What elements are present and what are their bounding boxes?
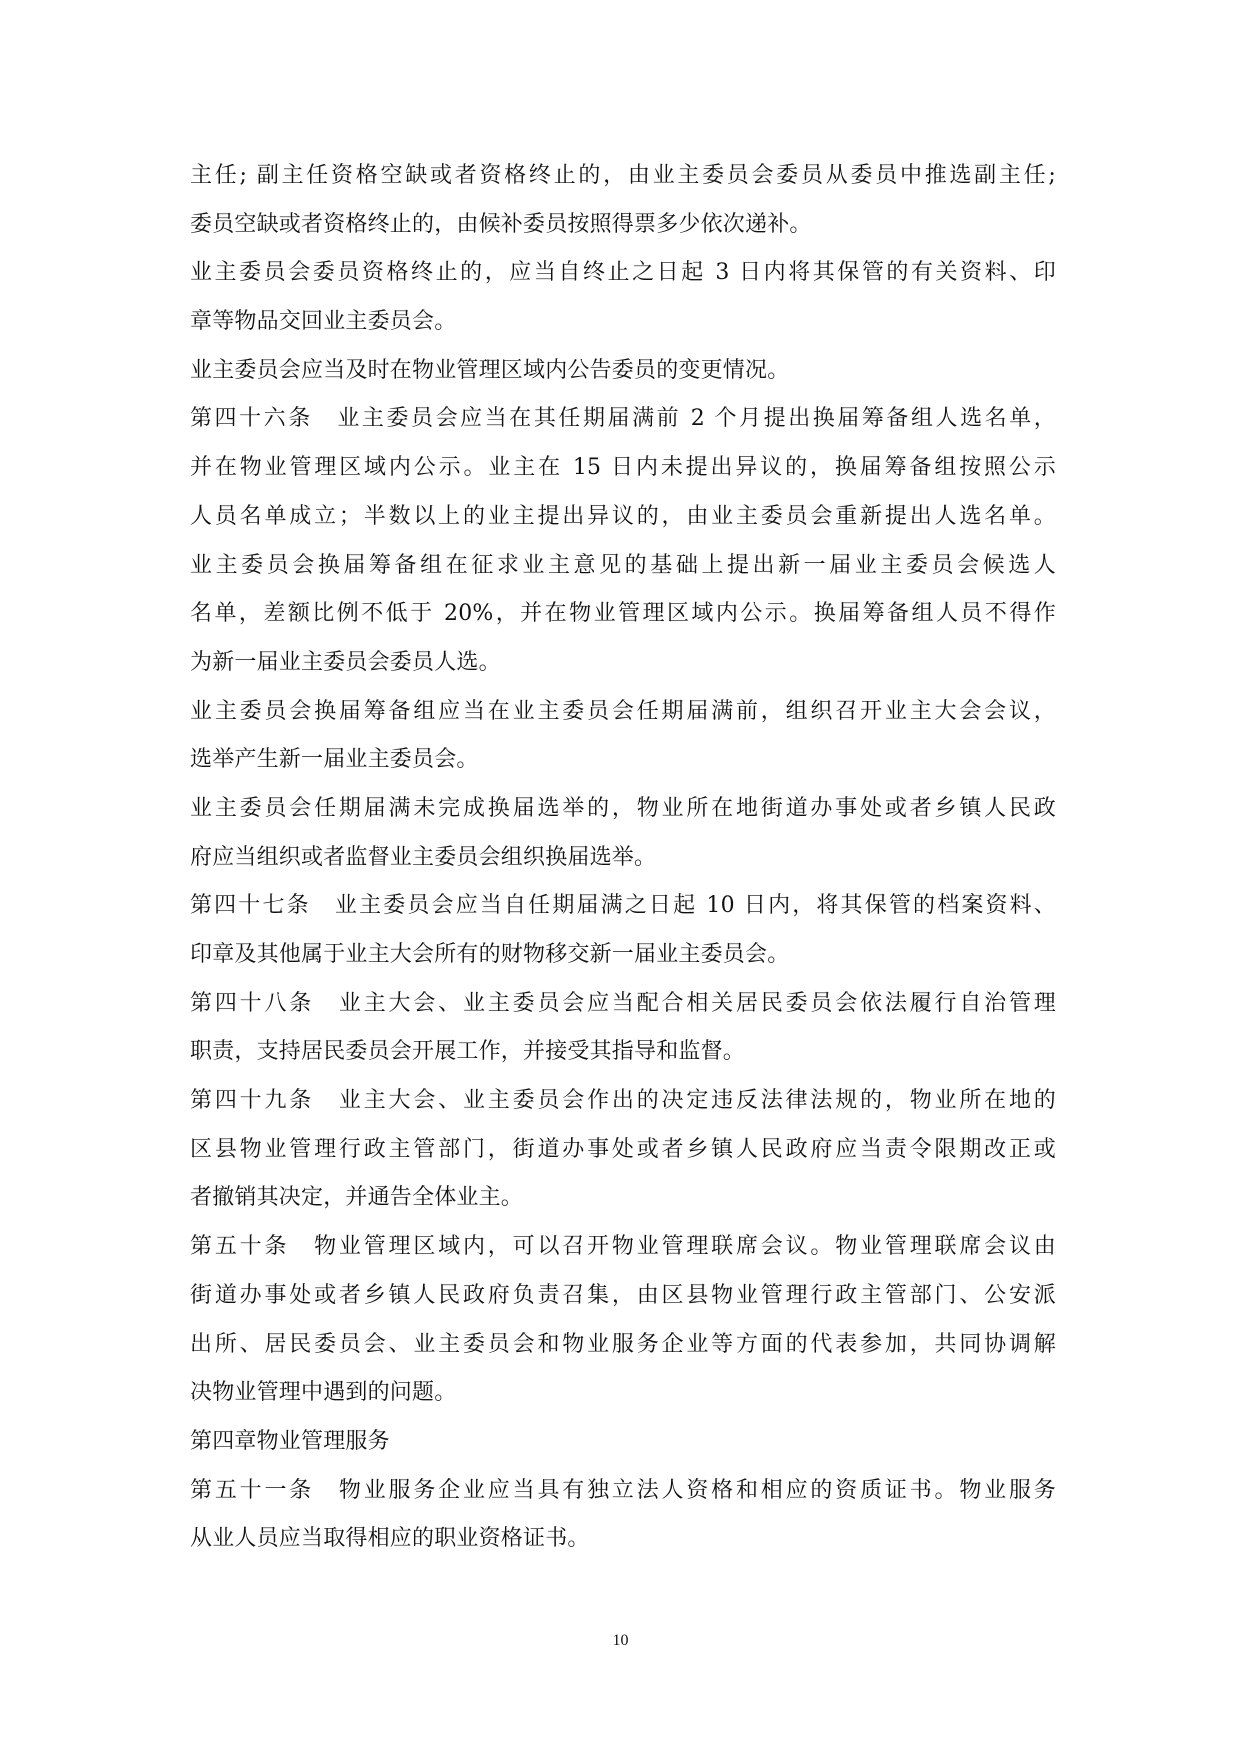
text-line: 选举产生新一届业主委员会。 xyxy=(190,747,479,773)
text-line: 印章及其他属于业主大会所有的财物移交新一届业主委员会。 xyxy=(190,942,790,967)
text-line: 为新一届业主委员会委员人选。 xyxy=(190,649,501,675)
text-line: 章等物品交回业主委员会。 xyxy=(190,309,457,335)
body-text xyxy=(190,152,1056,1564)
text-line: 业主委员会任期届满未完成换届选举的，物业所在地街道办事处或者乡镇人民政 xyxy=(190,795,1056,821)
text-line: 业主委员会委员资格终止的，应当自终止之日起 3 日内将其保管的有关资料、印 xyxy=(190,260,1056,286)
text-line: 业主委员会换届筹备组在征求业主意见的基础上提出新一届业主委员会候选人 xyxy=(190,552,1056,578)
text-line: 出所、居民委员会、业主委员会和物业服务企业等方面的代表参加，共同协调解 xyxy=(190,1331,1056,1357)
text-line: 业主委员会应当及时在物业管理区域内公告委员的变更情况。 xyxy=(190,357,790,383)
text-line: 并在物业管理区域内公示。业主在 15 日内未提出异议的，换届筹备组按照公示 xyxy=(190,455,1056,481)
text-line: 者撤销其决定，并通告全体业主。 xyxy=(190,1185,524,1211)
text-line: 街道办事处或者乡镇人民政府负责召集，由区县物业管理行政主管部门、公安派 xyxy=(190,1282,1056,1308)
text-line: 职责，支持居民委员会开展工作，并接受其指导和监督。 xyxy=(190,1039,746,1065)
text-line: 第四十九条 业主大会、业主委员会作出的决定违反法律法规的，物业所在地的 xyxy=(190,1088,1056,1114)
text-line: 第五十一条 物业服务企业应当具有独立法人资格和相应的资质证书。物业服务 xyxy=(190,1477,1056,1503)
text-line: 人员名单成立；半数以上的业主提出异议的，由业主委员会重新提出人选名单。 xyxy=(190,503,1056,529)
text-line: 府应当组织或者监督业主委员会组织换届选举。 xyxy=(190,844,657,870)
text-line: 第四章物业管理服务 xyxy=(190,1428,390,1454)
text-line: 第四十八条 业主大会、业主委员会应当配合相关居民委员会依法履行自治管理 xyxy=(190,990,1056,1016)
text-line: 第四十七条 业主委员会应当自任期届满之日起 10 日内，将其保管的档案资料、 xyxy=(190,893,1056,919)
text-line: 委员空缺或者资格终止的，由候补委员按照得票多少依次递补。 xyxy=(190,211,812,237)
text-line: 名单，差额比例不低于 20%，并在物业管理区域内公示。换届筹备组人员不得作 xyxy=(190,601,1056,627)
text-line: 主任; 副主任资格空缺或者资格终止的，由业主委员会委员从委员中推选副主任; xyxy=(190,163,1056,188)
text-line: 业主委员会换届筹备组应当在业主委员会任期届满前，组织召开业主大会会议， xyxy=(190,698,1056,724)
text-line: 从业人员应当取得相应的职业资格证书。 xyxy=(190,1526,590,1552)
text-line: 决物业管理中遇到的问题。 xyxy=(190,1380,457,1406)
text-line: 第四十六条 业主委员会应当在其任期届满前 2 个月提出换届筹备组人选名单， xyxy=(190,406,1056,432)
page-number: 10 xyxy=(612,1632,629,1649)
text-line: 第五十条 物业管理区域内，可以召开物业管理联席会议。物业管理联席会议由 xyxy=(190,1234,1056,1260)
text-line: 区县物业管理行政主管部门，街道办事处或者乡镇人民政府应当责令限期改正或 xyxy=(190,1136,1056,1162)
